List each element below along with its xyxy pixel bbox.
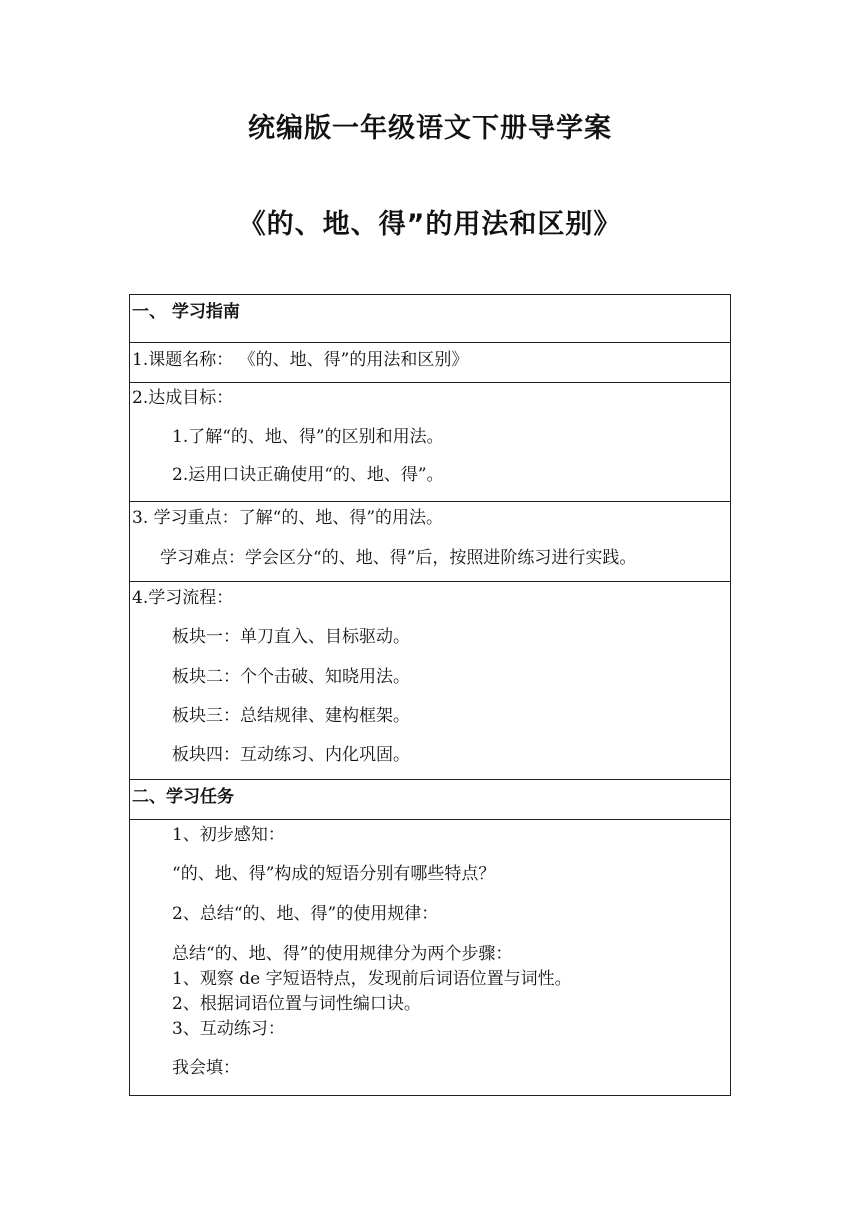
section2-heading-row <box>130 780 730 820</box>
topic-text: 1.课题名称： 《的、地、得”的用法和区别》 <box>132 350 469 370</box>
study-guide-table <box>129 294 731 1096</box>
task-line: 我会填： <box>172 1058 240 1078</box>
flow-item: 板块三：总结规律、建构框架。 <box>172 706 410 726</box>
goal-item: 1.了解“的、地、得”的区别和用法。 <box>172 427 444 447</box>
goals-row <box>130 383 730 502</box>
goals-label: 2.达成目标： <box>132 388 234 408</box>
section1-heading-row <box>130 295 730 343</box>
task-line: 1、观察 de 字短语特点，发现前后词语位置与词性。 <box>172 969 572 989</box>
section2-heading: 二、学习任务 <box>132 787 234 807</box>
flow-row <box>130 582 730 780</box>
key-points-row <box>130 502 730 582</box>
task-line: 1、初步感知： <box>172 825 285 845</box>
flow-item: 板块二：个个击破、知晓用法。 <box>172 667 410 687</box>
flow-item: 板块四：互动练习、内化巩固。 <box>172 745 410 765</box>
topic-row <box>130 343 730 383</box>
flow-item: 板块一：单刀直入、目标驱动。 <box>172 627 410 647</box>
task-line: 2、总结“的、地、得”的使用规律： <box>172 904 439 924</box>
task-line: 3、互动练习： <box>172 1019 285 1039</box>
key-point-text: 3. 学习重点：了解“的、地、得”的用法。 <box>132 508 444 528</box>
task-line: 2、根据词语位置与词性编口诀。 <box>172 994 421 1014</box>
task-line: 总结“的、地、得”的使用规律分为两个步骤： <box>172 944 513 964</box>
page-title: 统编版一年级语文下册导学案 <box>248 113 612 144</box>
task-line: “的、地、得”构成的短语分别有哪些特点？ <box>172 864 496 884</box>
page-subtitle: 《的、地、得”的用法和区别》 <box>238 209 622 240</box>
flow-label: 4.学习流程： <box>132 588 234 608</box>
goal-item: 2.运用口诀正确使用“的、地、得”。 <box>172 465 444 485</box>
section1-heading: 一、 学习指南 <box>132 302 240 322</box>
tasks-row <box>130 820 730 1097</box>
difficulty-text: 学习难点：学会区分“的、地、得”后，按照进阶练习进行实践。 <box>160 548 637 568</box>
